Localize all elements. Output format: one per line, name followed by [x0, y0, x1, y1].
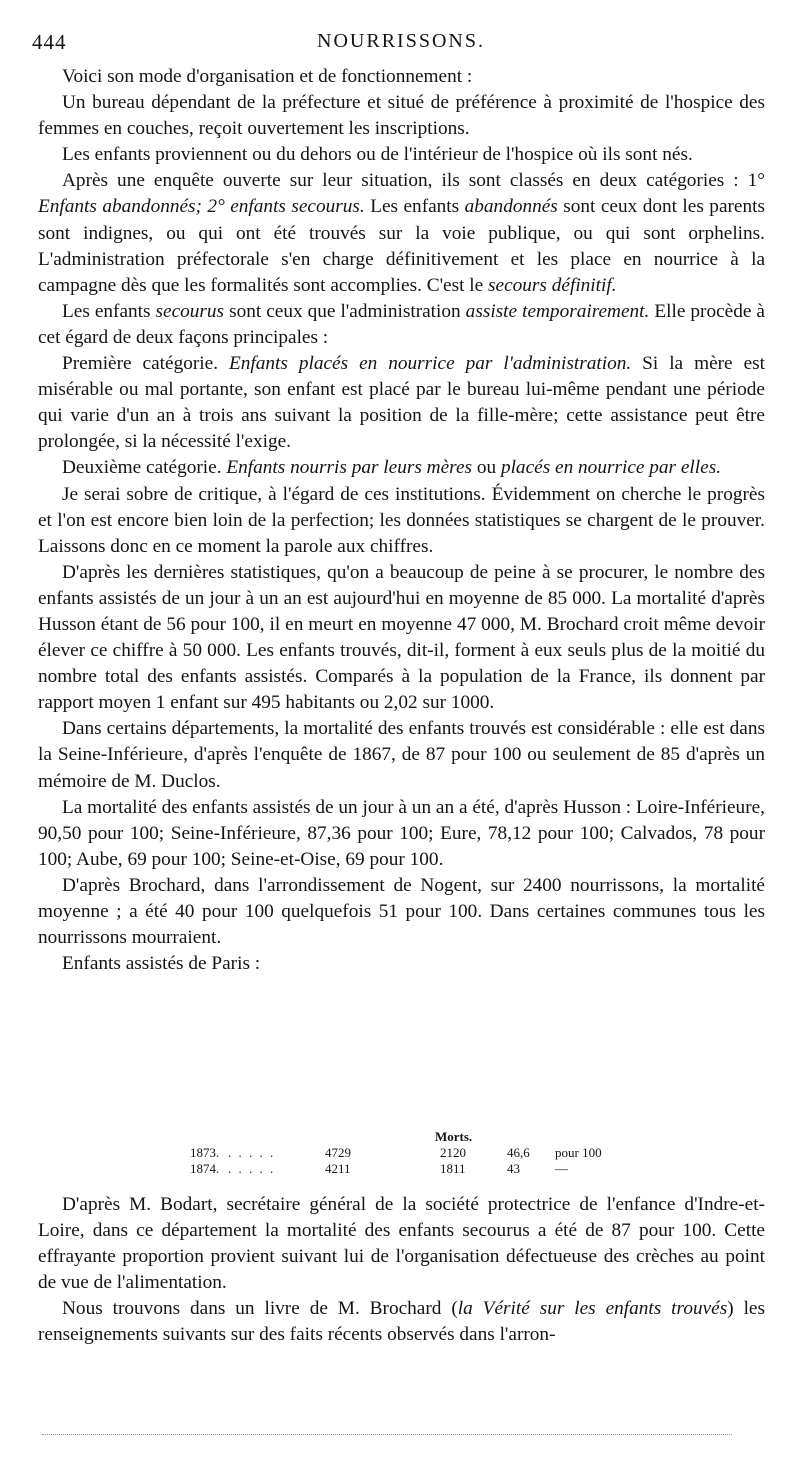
text-run: Dans certains départements, la mortalité des enfants trouvés est considérable : elle est dans la Seine-Inférieure, d'après l'enquête de 1867, de 87 pour 100 ou seulement de 85 d'après un mémoire de M. Duclos.	[38, 718, 765, 792]
text-run: D'après M. Bodart, secrétaire général de la société protectrice de l'enfance d'Indre-et-Loire, dans ce département la mortalité des enfants secourus a été de 87 pour 100. Cette effrayante proportion provient suivant lui de l'organisation défectueuse des crèches au point de vue de l'alimentation.	[38, 1194, 765, 1294]
page-number: 444	[32, 30, 67, 54]
text-run: Voici son mode d'organisation et de fonctionnement :	[62, 66, 473, 87]
paragraph	[38, 1192, 765, 1296]
paragraph	[38, 299, 765, 351]
italic-text: Enfants abandonnés; 2° enfants secourus.	[38, 196, 365, 218]
text-run: Après une enquête ouverte sur leur situation, ils sont classés en deux catégories : 1°	[62, 170, 765, 192]
page-header	[32, 30, 770, 58]
text-run: Si la mère est misérable ou mal portante, son enfant est placé par le bureau lui-même pendant une période qui varie d'un an à trois ans suivant la position de la fille-mère; cette assistance peut être prolongée, si la nécessité l'exige.	[38, 353, 765, 453]
paragraph	[38, 716, 765, 794]
statistics-table	[190, 1129, 630, 1179]
paragraph	[38, 1296, 765, 1348]
table-cell-year: 1873.	[190, 1145, 220, 1160]
paragraph	[38, 482, 765, 560]
table-cell-unit: pour 100	[555, 1145, 602, 1160]
text-run: Première catégorie.	[62, 353, 229, 375]
italic-text: Enfants placés en nourrice par l'administration.	[228, 353, 632, 375]
table-leader-dots: . . . . .	[228, 1145, 276, 1160]
paragraph	[38, 64, 765, 90]
table-cell-rate: 46,6	[507, 1145, 530, 1160]
paragraph	[38, 873, 765, 951]
text-run: Les enfants	[364, 196, 465, 218]
column-header-morts: Morts.	[435, 1129, 473, 1144]
paragraph	[38, 351, 765, 455]
text-run: Nous trouvons dans un livre de M. Brochard (	[62, 1298, 458, 1320]
table-cell-year: 1874.	[190, 1161, 220, 1176]
table-cell-morts: 2120	[440, 1145, 466, 1160]
text-run: ou	[472, 457, 501, 479]
text-run: sont ceux que l'administration	[224, 300, 466, 322]
italic-text: secourus	[155, 300, 225, 322]
text-run: Un bureau dépendant de la préfecture et situé de préférence à proximité de l'hospice des femmes en couches, reçoit ouvertement les inscriptions.	[38, 92, 765, 140]
italic-text: assiste temporairement.	[465, 300, 650, 322]
table-cell-total: 4729	[325, 1145, 351, 1160]
text-run: Les enfants proviennent ou du dehors ou de l'intérieur de l'hospice où ils sont nés.	[62, 144, 693, 166]
italic-text: placés en nourrice par elles.	[500, 457, 722, 479]
text-run: sont ceux dont les parents sont indignes, ou qui ont été trouvés sur la voie publique, ou qui sont orphelins. L'administration préfectorale s'en charge définitivement et les place en nourrice à la campagne dès que les formalités sont accomplies. C'est le	[38, 196, 765, 296]
table-row	[190, 1145, 630, 1161]
paragraph	[38, 951, 765, 977]
italic-text: abandonnés	[464, 196, 558, 218]
italic-text: Enfants nourris par leurs mères	[226, 457, 473, 479]
italic-text: la Vérité sur les enfants trouvés	[457, 1298, 728, 1320]
table-cell-rate: 43	[507, 1161, 520, 1176]
text-run: Je serai sobre de critique, à l'égard de ces institutions. Évidemment on cherche le progrès et l'on est encore bien loin de la perfection; les données statistiques se chargent de le prouver. Laissons donc en ce moment la parole aux chiffres.	[38, 483, 765, 557]
running-title: NOURRISSONS.	[317, 30, 485, 52]
body-text	[38, 64, 765, 977]
text-run: Deuxième catégorie.	[62, 457, 227, 479]
text-run: D'après les dernières statistiques, qu'on a beaucoup de peine à se procurer, le nombre des enfants assistés de un jour à un an est aujourd'hui en moyenne de 85 000. La mortalité d'après Husson étant de 56 pour 100, il en meurt en moyenne 47 000, M. Brochard croit même devoir élever ce chiffre à 50 000. Les enfants trouvés, dit-il, forment à eux seuls plus de la moitié du nombre total des enfants assistés. Comparés à la population de la France, ils donnent par rapport moyen 1 enfant sur 495 habitants ou 2,02 sur 1000.	[38, 561, 765, 714]
paragraph	[38, 560, 765, 717]
text-run: ) les renseignements suivants sur des faits récents observés dans l'arron-	[38, 1298, 765, 1346]
text-run: Elle procède à cet égard de deux façons principales :	[38, 300, 765, 348]
paragraph	[38, 795, 765, 873]
table-cell-total: 4211	[325, 1161, 351, 1176]
paragraph	[38, 168, 765, 298]
text-run: Les enfants	[62, 300, 156, 322]
table-leader-dots: . . . . .	[228, 1161, 276, 1176]
table-cell-unit: —	[555, 1161, 568, 1176]
table-row	[190, 1161, 630, 1177]
text-run: La mortalité des enfants assistés de un jour à un an a été, d'après Husson : Loire-Inférieure, 90,50 pour 100; Seine-Inférieure, 87,36 pour 100; Eure, 78,12 pour 100; Calvados, 78 pour 100; Aube, 69 pour 100; Seine-et-Oise, 69 pour 100.	[38, 796, 765, 870]
footer-dotted-rule	[42, 1434, 732, 1435]
table-cell-morts: 1811	[440, 1161, 466, 1176]
body-text-continued	[38, 1192, 765, 1349]
paragraph	[38, 142, 765, 168]
paragraph	[38, 455, 765, 481]
text-run: Enfants assistés de Paris :	[62, 953, 261, 975]
italic-text: secours définitif.	[488, 274, 617, 296]
text-run: D'après Brochard, dans l'arrondissement de Nogent, sur 2400 nourrissons, la mortalité moyenne ; a été 40 pour 100 quelquefois 51 pour 100. Dans certaines communes tous les nourrissons mourraient.	[38, 874, 765, 949]
paragraph	[38, 90, 765, 142]
